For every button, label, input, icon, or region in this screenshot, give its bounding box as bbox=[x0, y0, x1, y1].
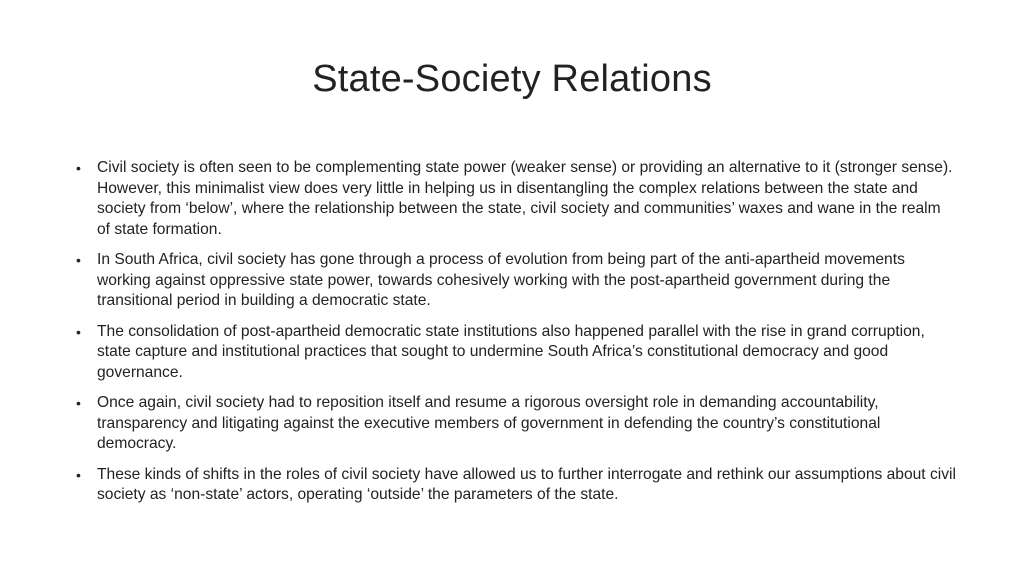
bullet-dot-icon: • bbox=[76, 323, 81, 340]
bullet-dot-icon: • bbox=[76, 395, 81, 411]
bullet-item bbox=[76, 158, 956, 240]
bullet-item bbox=[76, 393, 956, 455]
bullet-dot-icon: • bbox=[76, 252, 81, 268]
bullet-text: The consolidation of post-apartheid democratic state institutions also happened parallel with the rise in grand corruption, state capture and institutional practices that sought to undermine South Africa’s constitutional democracy and good governance. bbox=[97, 322, 925, 381]
bullet-item bbox=[76, 250, 956, 312]
bullet-dot-icon: • bbox=[76, 160, 81, 176]
bullet-item bbox=[76, 322, 956, 384]
bullet-list bbox=[76, 158, 956, 516]
bullet-item bbox=[76, 465, 956, 506]
bullet-text: These kinds of shifts in the roles of civil society have allowed us to further interrogate and rethink our assumptions about civil society as ‘non-state’ actors, operating ‘outside’ the parameters of the state. bbox=[97, 465, 956, 503]
bullet-text: Civil society is often seen to be complementing state power (weaker sense) or providing an alternative to it (stronger sense). However, this minimalist view does very little in helping us in disentangling the complex relations between the state and society from ‘below’, where the relationship between the state, civil society and communities’ waxes and wane in the realm of state formation. bbox=[97, 159, 953, 238]
bullet-dot-icon: • bbox=[76, 466, 81, 483]
bullet-text: In South Africa, civil society has gone through a process of evolution from being part of the anti-apartheid movements working against oppressive state power, towards cohesively working with the post-apartheid government during the transitional period in building a democratic state. bbox=[97, 251, 905, 309]
slide-title: State-Society Relations bbox=[312, 58, 712, 100]
bullet-text: Once again, civil society had to reposition itself and resume a rigorous oversight role in demanding accountability, transparency and litigating against the executive members of government in defending the country’s constitutional democracy. bbox=[97, 394, 881, 452]
